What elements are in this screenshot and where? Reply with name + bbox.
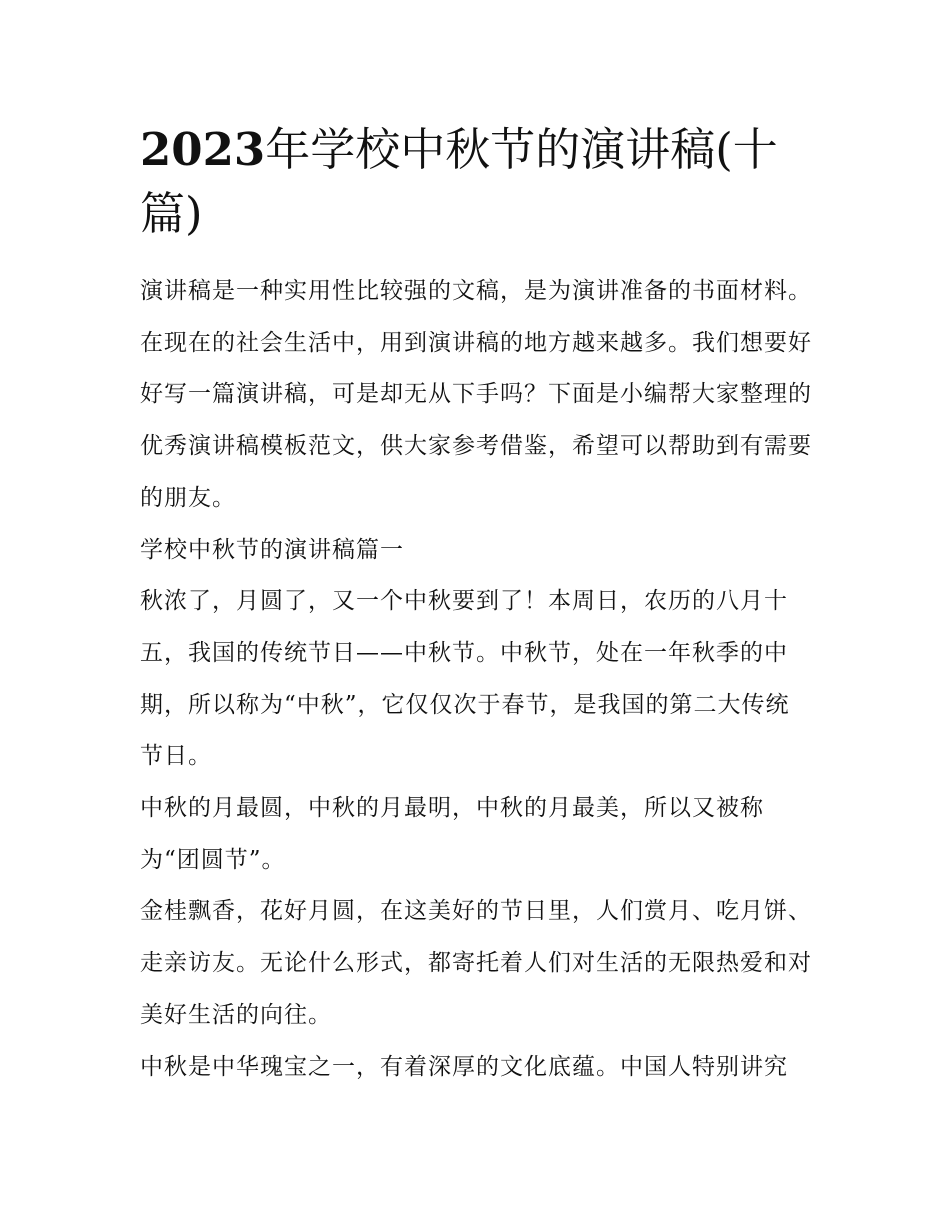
document-title: [140, 118, 812, 246]
title-text: 年学校中秋节的演讲稿(十篇): [140, 123, 778, 240]
section-heading: 学校中秋节的演讲稿篇一: [140, 536, 404, 563]
title-year: 2023: [140, 123, 266, 176]
paragraph-4: 中秋是中华瑰宝之一，有着深厚的文化底蕴。中国人特别讲究: [140, 1053, 788, 1080]
document-body: [140, 118, 812, 1093]
paragraph-1: 秋浓了，月圆了，又一个中秋要到了！本周日，农历的八月十五，我国的传统节日——中秋节。中秋节，处在一年秋季的中期，所以称为“中秋”，它仅仅次于春节，是我国的第二大传统节日。: [140, 588, 790, 770]
paragraph-3: 金桂飘香，花好月圆，在这美好的节日里，人们赏月、吃月饼、走亲访友。无论什么形式，都寄托着人们对生活的无限热爱和对美好生活的向往。: [140, 898, 812, 1028]
paragraph-intro: 演讲稿是一种实用性比较强的文稿，是为演讲准备的书面材料。在现在的社会生活中，用到演讲稿的地方越来越多。我们想要好好写一篇演讲稿，可是却无从下手吗？下面是小编帮大家整理的优秀演讲稿模板范文，供大家参考借鉴，希望可以帮助到有需要的朋友。: [140, 278, 812, 511]
paragraph-2: 中秋的月最圆，中秋的月最明，中秋的月最美，所以又被称为“团圆节”。: [140, 795, 764, 873]
